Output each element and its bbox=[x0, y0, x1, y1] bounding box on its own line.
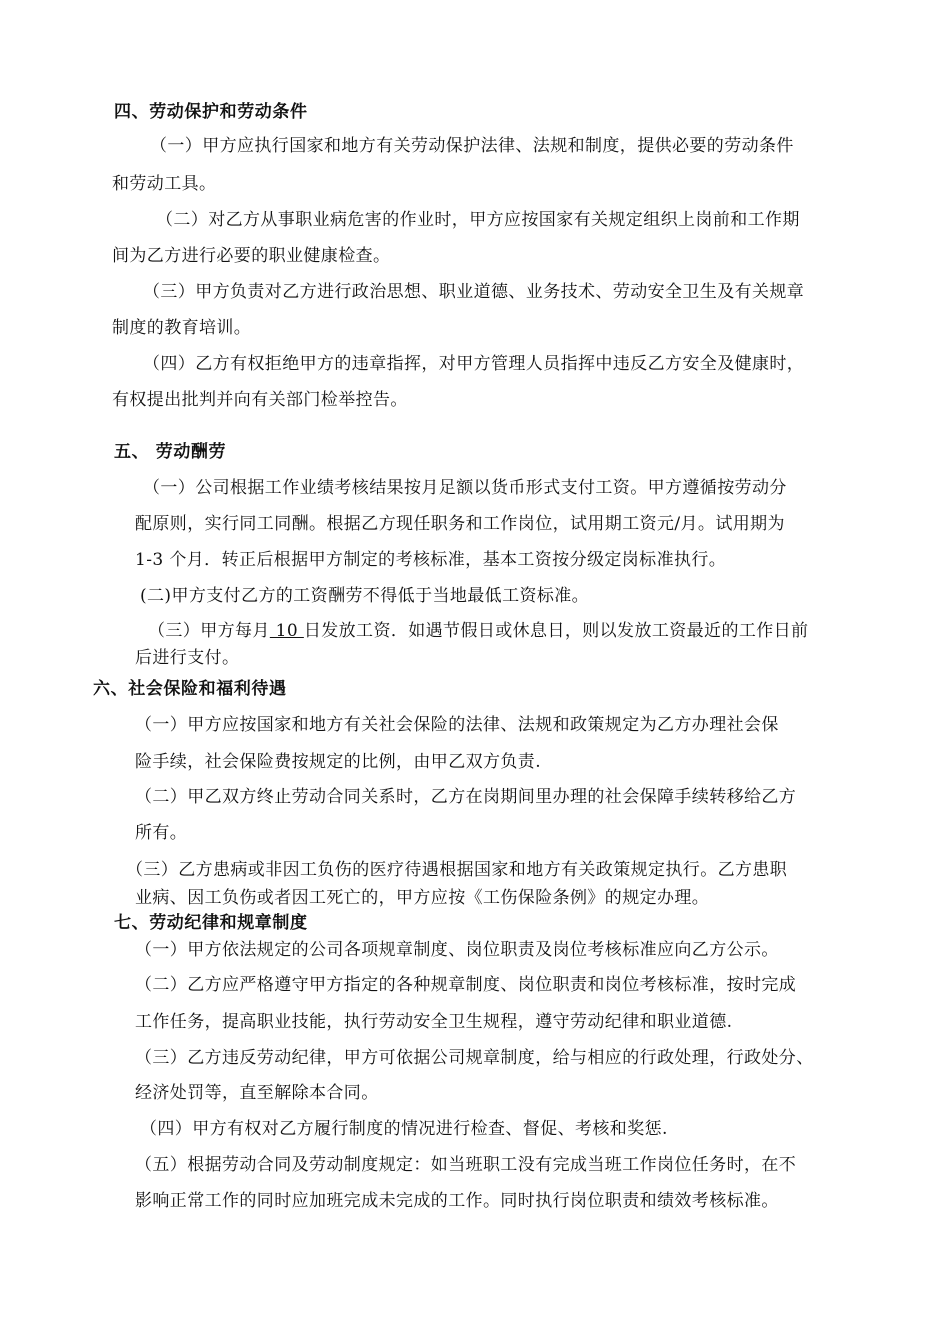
paragraph-line: 险手续，社会保险费按规定的比例，由甲乙双方负责. bbox=[135, 752, 542, 772]
paragraph-line: 有权提出批判并向有关部门检举控告。 bbox=[112, 390, 408, 410]
paragraph-line: 后进行支付。 bbox=[135, 648, 240, 668]
paragraph-line: (二)甲方支付乙方的工资酬劳不得低于当地最低工资标准。 bbox=[140, 586, 590, 606]
paragraph-line: （一）甲方依法规定的公司各项规章制度、岗位职责及岗位考核标准应向乙方公示。 bbox=[135, 940, 779, 960]
paragraph-line: （三）甲方负责对乙方进行政治思想、职业道德、业务技术、劳动安全卫生及有关规章 bbox=[143, 282, 805, 302]
paragraph-line: 业病、因工负伤或者因工死亡的，甲方应按《工伤保险条例》的规定办理。 bbox=[135, 888, 710, 908]
section-7-heading: 七、劳动纪律和规章制度 bbox=[114, 913, 308, 933]
paragraph-line: 间为乙方进行必要的职业健康检查。 bbox=[112, 246, 391, 266]
paragraph-line: （二）对乙方从事职业病危害的作业时，甲方应按国家有关规定组织上岗前和工作期 bbox=[156, 210, 800, 230]
paragraph-line: （一）公司根据工作业绩考核结果按月足额以货币形式支付工资。甲方遵循按劳动分 bbox=[143, 478, 787, 498]
paragraph-line: （四）乙方有权拒绝甲方的违章指挥，对甲方管理人员指挥中违反乙方安全及健康时， bbox=[143, 354, 805, 374]
paragraph-line: 工作任务，提高职业技能，执行劳动安全卫生规程，遵守劳动纪律和职业道德. bbox=[135, 1012, 733, 1032]
paragraph-line: （一）甲方应执行国家和地方有关劳动保护法律、法规和制度，提供必要的劳动条件 bbox=[150, 136, 794, 156]
section-5-heading: 五、 劳动酬劳 bbox=[114, 442, 227, 462]
paragraph-line: 所有。 bbox=[135, 823, 188, 843]
paragraph-line: （二）甲乙双方终止劳动合同关系时，乙方在岗期间里办理的社会保障手续转移给乙方 bbox=[135, 787, 797, 807]
paragraph-line: 和劳动工具。 bbox=[112, 174, 217, 194]
paragraph-line: 影响正常工作的同时应加班完成未完成的工作。同时执行岗位职责和绩效考核标准。 bbox=[135, 1191, 779, 1211]
paragraph-line: 1-3 个月．转正后根据甲方制定的考核标准，基本工资按分级定岗标准执行。 bbox=[135, 550, 727, 570]
paragraph-line: 配原则，实行同工同酬。根据乙方现任职务和工作岗位，试用期工资元/月。试用期为 bbox=[135, 514, 785, 534]
section-4-heading: 四、劳动保护和劳动条件 bbox=[114, 102, 308, 122]
paragraph-line: （二）乙方应严格遵守甲方指定的各种规章制度、岗位职责和岗位考核标准，按时完成 bbox=[135, 975, 797, 995]
paragraph-line: （四）甲方有权对乙方履行制度的情况进行检查、督促、考核和奖惩. bbox=[140, 1119, 668, 1139]
paragraph-line: 制度的教育培训。 bbox=[112, 318, 252, 338]
pay-prefix: （三）甲方每月 bbox=[148, 621, 270, 641]
paragraph-line: （三）乙方违反劳动纪律，甲方可依据公司规章制度，给与相应的行政处理，行政处分、 bbox=[135, 1048, 814, 1068]
paragraph-line: （三）乙方患病或非因工负伤的医疗待遇根据国家和地方有关政策规定执行。乙方患职 bbox=[126, 860, 788, 880]
pay-suffix: 日发放工资．如遇节假日或休息日，则以发放工资最近的工作日前 bbox=[303, 621, 809, 641]
section-6-heading: 六、社会保险和福利待遇 bbox=[93, 679, 287, 699]
pay-day-line bbox=[148, 620, 808, 642]
pay-day-value: 10 bbox=[269, 621, 304, 641]
paragraph-line: （五）根据劳动合同及劳动制度规定：如当班职工没有完成当班工作岗位任务时，在不 bbox=[135, 1155, 797, 1175]
paragraph-line: （一）甲方应按国家和地方有关社会保险的法律、法规和政策规定为乙方办理社会保 bbox=[135, 715, 779, 735]
paragraph-line: 经济处罚等，直至解除本合同。 bbox=[135, 1083, 379, 1103]
